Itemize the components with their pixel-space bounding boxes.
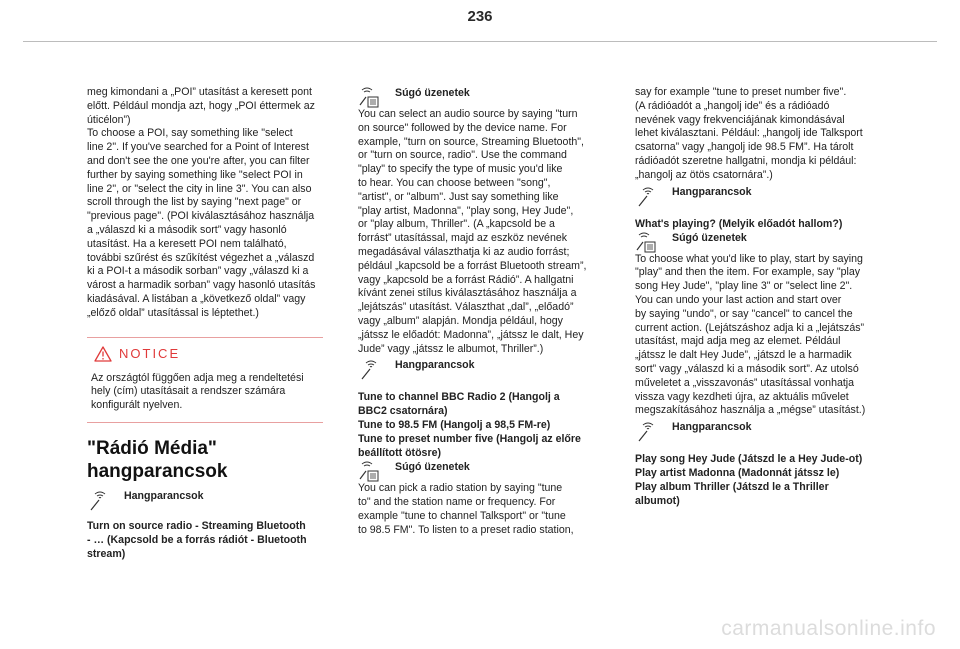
preset-paragraph: say for example "tune to preset number five". (A rádióadót a „hangolj ide” és a rádióadó nevének vagy frekvenciájának kimondásával lehet kiválasztani. Például: „hangolj ide Talksport csatorna” vagy „hangolj ide 98.5 FM”. Ha tárolt rádióadót szeretne hallgatni, mondja ki például: „hangolj az ötös csatornára”.) [635,86,863,181]
voice-command-icon [635,421,657,443]
voice-command-icon [358,359,380,381]
tune-commands: Tune to channel BBC Radio 2 (Hangolj a BBC2 csatornára) Tune to 98.5 FM (Hangolj a 98,5 FM-re) Tune to preset number five (Hangolj az előre beállított ötösre) [358,391,581,460]
voice-command-icon [635,186,657,208]
help-messages-icon [358,461,380,483]
voice-commands-heading [635,420,871,442]
voice-commands-label: Hangparancsok [672,421,752,434]
voice-command-icon [87,490,109,512]
page-number: 236 [467,8,493,25]
help-messages-heading [635,231,871,253]
play-paragraph: To choose what you'd like to play, start by saying "play" and then the item. For example, say "play song Hey Jude", "play line 3" or "select line 2". You can undo your last action and start over by saying "undo", or say "cancel" to cancel the current action. (Lejátszáshoz adja ki a „lejátszás” utasítást, majd adja meg az elemet. Például „játssz le dalt Hey Jude”, „játszd le a harmadik sort” vagy „válaszd ki a második sort”. Az utolsó műveletet a „visszavonás” utasítással vonhatja vissza vagy kezdheti újra, az aktuális művelet megszakításához használja a „mégse” utasítást.) [635,252,866,417]
audio-source-paragraph: You can select an audio source by saying "turn on source" followed by the device name. For example, "turn on source, Streaming Bluetooth", or "turn on source, radio". Use the command "play" to specify the type of music you'd like to hear. You can choose between "song", "artist", or "album". Just say something like "play artist, Madonna", "play song, Hey Jude", or "play album, Thriller". (A „kapcsold be a forrást” utasítással, majd az eszköz nevének megadásával választhatja ki az audio forrást; például „kapcsold be a forrást Bluetooth stream”, vagy „kapcsold be a forrást Rádió”. A hallgatni kívánt zenei stílus kiválasztásához használja a „lejátszás” utasítást. Választhat „dal”, „előadó” vagy „album” alapján. Mondja például, hogy „játssz le előadót: Madonna”, „játssz le dalt, Hey Jude” vagy „játssz le albumot, Thriller”.) [358,108,587,355]
voice-commands-heading [635,185,871,207]
help-messages-label: Súgó üzenetek [395,461,470,474]
voice-commands-heading [87,489,323,511]
notice-title: NOTICE [119,345,181,361]
poi-paragraph: meg kimondani a „POI” utasítást a keresett pont előtt. Például mondja azt, hogy „POI éttermek az úticélon”) To choose a POI, say something like "select line 2". If you've searched for a Point of Interest and don't see the one you're after, you can filter further by saying something like "select POI in line 2", or "select the city in line 3". You can also scroll through the list by saying "next page" or "previous page". (POI kiválasztásához használja a „válaszd ki a második sort” vagy hasonló utasítást. Ha a keresett POI nem található, további szűrést és szűkítést végezhet a „válaszd ki a POI-t a második sorban” vagy „válaszd ki a várost a harmadik sorban” vagy hasonló utasítás kiadásával. A listában a „következő oldal” vagy „előző oldal” utasítással is léptethet.) [87,86,316,319]
help-messages-label: Súgó üzenetek [395,87,470,99]
play-commands: Play song Hey Jude (Játszd le a Hey Jude-ot) Play artist Madonna (Madonnát játssz le) Play album Thriller (Játszd le a Thriller albumot) [635,453,863,508]
notice-text: Az országtól függően adja meg a rendeltetési hely (cím) utasításait a rendszer számára konfigurált nyelven. [91,371,304,412]
section-title: "Rádió Média" hangparancsok [87,437,228,482]
watermark: carmanualsonline.info [721,617,936,640]
help-messages-label: Súgó üzenetek [672,231,747,244]
voice-commands-label: Hangparancsok [395,359,475,372]
notice-box [87,337,323,423]
voice-commands-label: Hangparancsok [124,489,204,502]
column-middle [358,86,594,538]
help-messages-heading [358,86,594,108]
help-messages-heading [358,460,594,482]
help-messages-icon [358,87,380,109]
header-divider [23,41,937,42]
notice-header [87,346,323,362]
voice-commands-label: Hangparancsok [672,185,752,198]
column-right [635,86,871,508]
column-left [87,86,323,561]
radio-station-paragraph: You can pick a radio station by saying "tune to" and the station name or frequency. For example "tune to channel Talksport" or "tune to 98.5 FM". To listen to a preset radio station, [358,482,574,536]
voice-commands-heading [358,358,594,380]
warning-triangle-icon [94,346,112,362]
source-command: Turn on source radio - Streaming Bluetooth - … (Kapcsold be a forrás rádiót - Bluetooth stream) [87,519,307,560]
whats-playing-command: What's playing? (Melyik előadót hallom?) [635,217,843,230]
help-messages-icon [635,232,657,254]
